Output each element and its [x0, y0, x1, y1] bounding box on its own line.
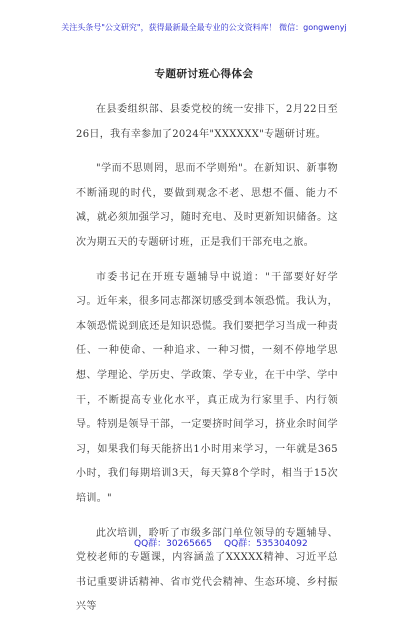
paragraph: 此次培训，聆听了市级多部门单位领导的专题辅导、党校老师的专题课，内容涵盖了XXXXX精神、习近平总书记重要讲话精神、省市党代会精神、生态环境、乡村振兴等 — [76, 527, 338, 613]
document-title: 专题研讨班心得体会 — [154, 68, 254, 80]
document-body — [76, 98, 338, 630]
qq-group-right: QQ群：535304092 — [224, 539, 308, 549]
qq-group-left: QQ群：30265665 — [134, 539, 212, 549]
promo-banner: 关注头条号"公文研究"，获得最新最全最专业的公文资料库！ 微信：gongwenyj — [61, 23, 347, 32]
paragraph: 市委书记在开班专题辅导中说道："干部要好好学习。近年来，很多同志都深切感受到本领恐慌。我认为，本领恐慌说到底还是知识恐慌。我们要把学习当成一种责任、一种使命、一种追求、一种习惯，一刻不停地学思想、学理论、学历史、学政策、学专业，在干中学、学中干，不断提高专业化水平，真正成为行家里手、内行领导。特别是领导干部，一定要挤时间学习，挤业余时间学习，如果我们每天能挤出1小时用来学习，一年就是365小时，我们每期培训3天，每天算8个学时，相当于15次培训。" — [76, 271, 338, 504]
paragraph: "学而不思则罔，思而不学则殆"。在新知识、新事物不断涌现的时代，要做到观念不老、思想不僵、能力不减，就必须加强学习，随时充电、及时更新知识储备。这次为期五天的专题研讨班，正是我们干部充电之旅。 — [76, 163, 338, 248]
paragraph: 在县委组织部、县委党校的统一安排下，2月22日至26日，我有幸参加了2024年"XXXXXX"专题研讨班。 — [76, 104, 338, 140]
